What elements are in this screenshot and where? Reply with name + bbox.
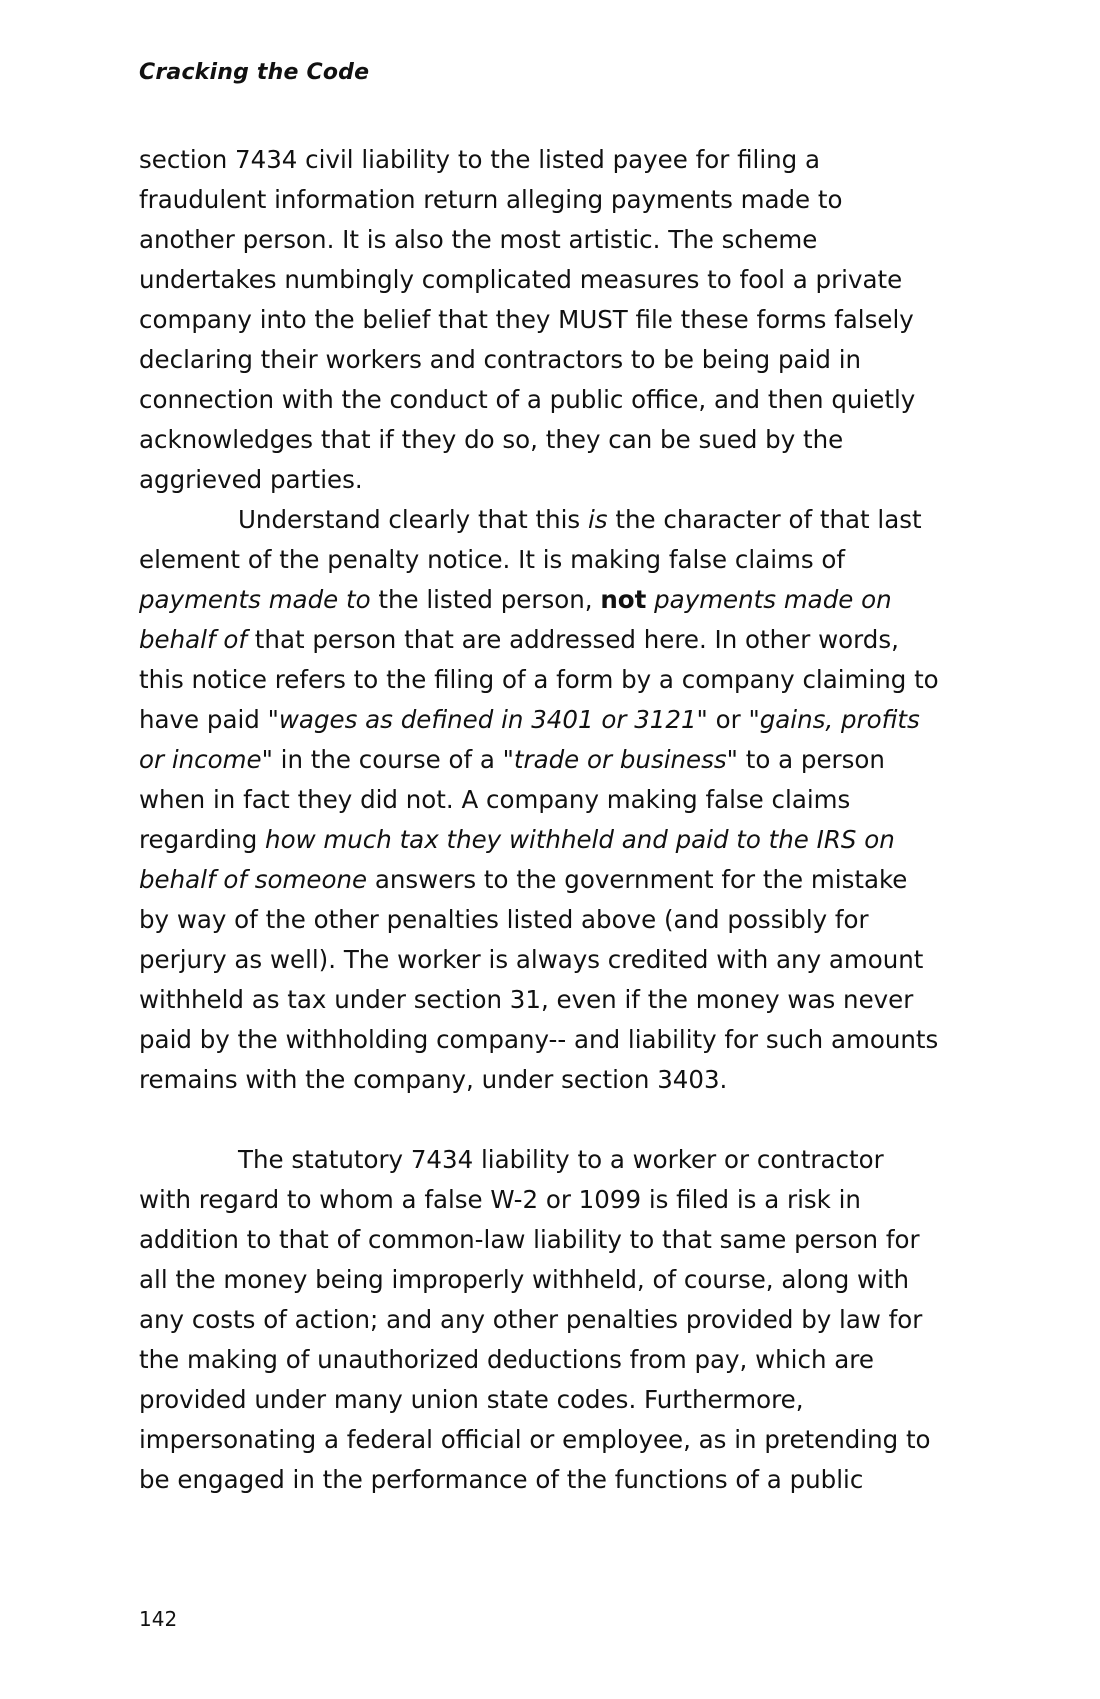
text-span: The statutory 7434 liability to a worker or contractor with regard to whom a false W-2 or 1099 is filed is a risk in addition to that of common-law liability to that same person for all the money being improperly withheld, of course, along with any costs of action; and any other penalties provided by law for the making of unauthorized deductions from pay, which are provided under many union state codes. Furthermore, impersonating a federal official or employee, as in pretending to be engaged in the performance of the functions of a public	[139, 1145, 931, 1494]
text-span: to a person when in fact they did not. A company making false claims regarding	[139, 745, 885, 854]
page-number: 142	[139, 1607, 178, 1631]
bold-span: not	[600, 585, 647, 614]
italic-span: how much tax they withheld and paid to the IRS on behalf of someone	[139, 825, 895, 894]
text-span: the character of that last element of the penalty notice. It is making false claims of	[139, 505, 922, 574]
italic-span: payments made to	[139, 585, 371, 614]
text-span: the listed person,	[370, 585, 601, 614]
paragraph	[139, 140, 939, 500]
paragraph	[139, 1140, 939, 1500]
italic-span: "trade or business"	[502, 745, 738, 774]
italic-span: "gains, profits or income"	[139, 705, 920, 774]
text-span: answers to the government for the mistake by way of the other penalties listed above (and possibly for perjury as well). The worker is always credited with any amount withheld as tax under section 31, even if the money was never paid by the withholding company-- and liability for such amounts remains with the company, under section 3403.	[139, 865, 939, 1094]
body-text	[139, 140, 939, 1500]
italic-span: "wages as defined in 3401 or 3121"	[267, 705, 708, 734]
text-span: or	[707, 705, 749, 734]
text-span: section 7434 civil liability to the listed payee for filing a fraudulent information return alleging payments made to another person. It is also the most artistic. The scheme undertakes numbingly complicated measures to fool a private company into the belief that they MUST file these forms falsely declaring their workers and contractors to be being paid in connection with the conduct of a public office, and then quietly acknowledges that if they do so, they can be sued by the aggrieved parties.	[139, 145, 916, 494]
paragraph-gap	[139, 1100, 939, 1140]
italic-span: payments made on behalf of	[139, 585, 892, 654]
running-header: Cracking the Code	[139, 60, 370, 85]
italic-span: is	[587, 505, 608, 534]
text-span	[646, 585, 654, 614]
text-span: that person that are addressed here. In other words, this notice refers to the filing of a form by a company claiming to have paid	[139, 625, 939, 734]
text-span: Understand clearly that this	[238, 505, 588, 534]
paragraph	[139, 500, 939, 1100]
text-span: in the course of a	[272, 745, 503, 774]
